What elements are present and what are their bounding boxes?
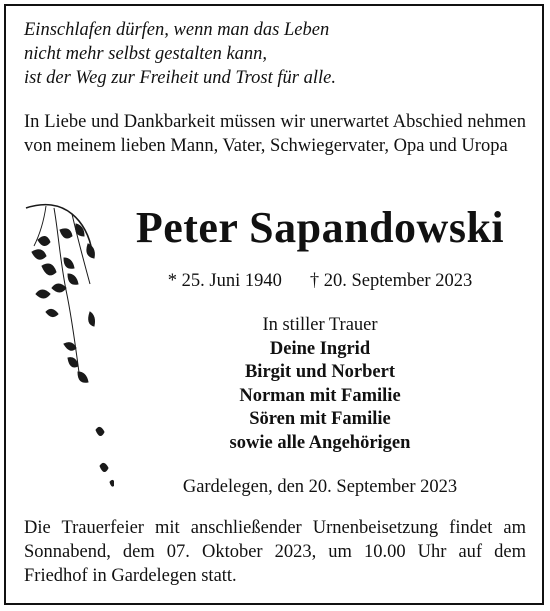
birth-date: * 25. Juni 1940 [167, 271, 282, 291]
birch-branch-icon [24, 200, 114, 500]
mourners-block [110, 314, 530, 455]
memorial-verse [24, 18, 336, 90]
mourner-name: Deine Ingrid [269, 338, 371, 359]
place-and-date: Gardelegen, den 20. September 2023 [182, 477, 458, 497]
death-date: † 20. September 2023 [309, 271, 473, 291]
farewell-text: In Liebe und Dankbarkeit müssen wir unerwartet Abschied nehmen von meinem lieben Mann, Vater, Schwiegervater, Opa und Uropa [24, 112, 526, 156]
verse-line: Einschlafen dürfen, wenn man das Leben [24, 20, 330, 40]
mourner-name: sowie alle Angehörigen [229, 432, 411, 453]
verse-line: ist der Weg zur Freiheit und Trost für alle. [24, 68, 336, 88]
verse-line: nicht mehr selbst gestalten kann, [24, 44, 268, 64]
funeral-notice: Die Trauerfeier mit anschließender Urnenbeisetzung findet am Sonnabend, dem 07. Oktober 2023, um 10.00 Uhr auf dem Friedhof in Gardelegen statt. [24, 518, 526, 586]
mourner-name: Sören mit Familie [249, 409, 391, 429]
deceased-name: Peter Sapandowski [135, 203, 505, 252]
life-dates [110, 268, 530, 294]
mourner-name: Norman mit Familie [239, 385, 401, 406]
mourner-name: Birgit und Norbert [244, 362, 396, 382]
mourning-heading: In stiller Trauer [262, 315, 378, 335]
